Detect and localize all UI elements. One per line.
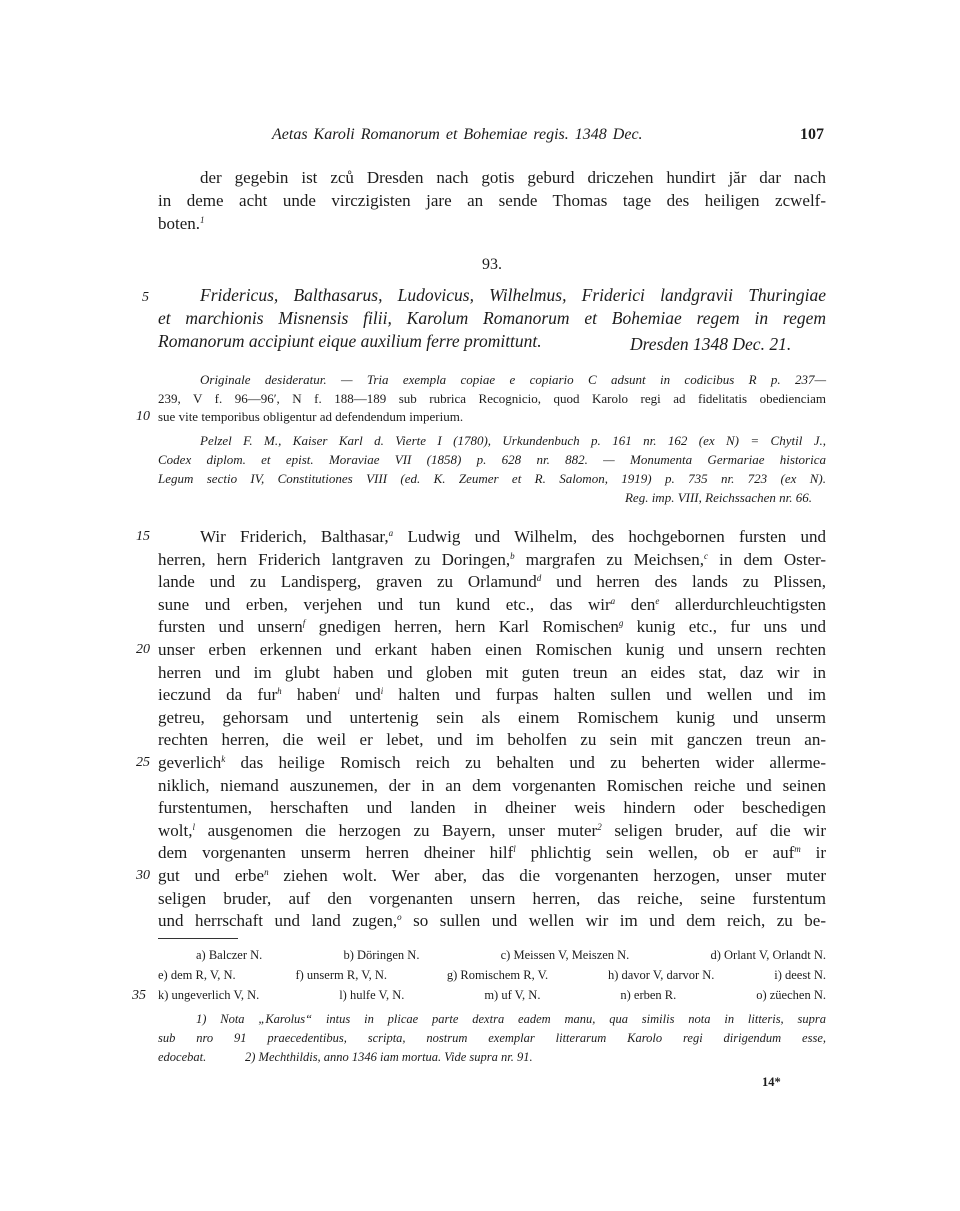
text-segment: gnedigen herren, hern Karl Romischen [305, 617, 619, 637]
line-number: 15 [136, 529, 150, 544]
text-segment: furstentumen, herschaften und landen in dheiner weis hindern oder beschedigen [158, 798, 826, 818]
text-segment: haben [281, 685, 338, 705]
text-segment: ausgenomen die herzogen zu Bayern, unser muter [195, 820, 598, 840]
variant-notes-row [158, 988, 826, 1003]
text-segment: sune und erben, verjehen und tun kund etc., das wir [158, 594, 611, 614]
note-marker: i [380, 686, 384, 697]
tradition-note-2: 239, V f. 96—96′, N f. 188—189 sub rubrica Recognicio, quod Karolo regi ad fidelitatis obedienciam [158, 391, 826, 406]
line-number: 10 [136, 409, 150, 424]
line-number: 25 [136, 755, 150, 770]
note-marker: g [618, 618, 624, 629]
variant-note: h) davor V, darvor N. [607, 968, 715, 982]
text-line [158, 685, 826, 705]
line-number: 5 [142, 290, 149, 305]
text-segment: Wir Friderich, Balthasar, [200, 527, 389, 546]
text-segment: seligen bruder, auf die wir [601, 820, 826, 840]
text-line [158, 730, 826, 750]
variant-note: g) Romischem R, V. [446, 968, 549, 982]
text-segment: wolt, [158, 820, 193, 840]
footnote-1-line-3: edocebat. [158, 1050, 207, 1064]
note-marker: c [703, 550, 708, 561]
variant-note: d) Orlant V, Orlandt N. [710, 948, 826, 962]
text-segment: das heilige Romisch reich zu behalten und zu beherten wider allerme- [225, 753, 826, 772]
text-line [158, 911, 826, 931]
text-line [158, 776, 826, 796]
regest-line-2: et marchionis Misnensis filii, Karolum Romanorum et Bohemiae regem in regem [158, 308, 826, 328]
text-segment: Ludwig und Wilhelm, des hochgebornen fursten und [393, 527, 826, 546]
variant-note: m) uf V, N. [484, 988, 541, 1002]
text-segment: niklich, niemand auszunemen, der in an dem vorgenanten Romischen reiche und seinen [158, 775, 826, 795]
regest-date: Dresden 1348 Dec. 21. [630, 334, 792, 354]
variant-note: n) erben R. [620, 988, 677, 1002]
footnote-rule [158, 938, 238, 939]
running-title: Aetas Karoli Romanorum et Bohemiae regis. 1348 Dec. [272, 126, 643, 143]
text-line [158, 572, 826, 592]
regest-line-1: Fridericus, Balthasarus, Ludovicus, Wilhelmus, Friderici landgravii Thuringiae [200, 285, 826, 305]
text-segment: ziehen wolt. Wer aber, das die vorgenanten herzogen, unser muter [268, 866, 826, 885]
text-segment: in dem Oster- [707, 549, 827, 569]
note-marker: l [513, 844, 516, 855]
note-marker: b [510, 550, 515, 561]
edition-note-1: Pelzel F. M., Kaiser Karl d. Vierte I (1780), Urkundenbuch p. 161 nr. 162 (ex N) = Chytil J., [200, 433, 826, 448]
variant-note: f) unserm R, V, N. [295, 968, 388, 982]
edition-note-4: Reg. imp. VIII, Reichssachen nr. 66. [624, 490, 812, 505]
text-segment: herren, hern Friderich lantgraven zu Doringen, [158, 549, 511, 569]
text-line [158, 843, 826, 863]
text-segment: getreu, gehorsam und untertenig sein als einem Romischem kunig und unserm [158, 707, 826, 727]
variant-note: l) hulfe V, N. [339, 988, 405, 1002]
note-marker: k [221, 754, 226, 764]
text-line [158, 821, 826, 841]
variant-notes-row [196, 948, 826, 963]
text-segment: lande und zu Landisperg, graven zu Orlamund [158, 572, 537, 592]
text-segment: rechten herren, die weil er lebet, und im beholfen zu sein mit ganczen treun an- [158, 730, 826, 750]
footnote-1-line-2: sub nro 91 praecedentibus, scripta, nostrum exemplar litterarum Karolo regi dirigendum esse, [158, 1031, 826, 1045]
line-number: 20 [136, 642, 150, 657]
note-marker: m [794, 844, 801, 855]
text-segment: margrafen zu Meichsen, [514, 549, 704, 569]
note-marker: a [388, 528, 394, 538]
line-number: 30 [136, 868, 150, 883]
text-segment: herren und im glubt haben und globen mit guten treun an eides stat, daz wir in [158, 662, 826, 682]
line-number: 35 [132, 988, 146, 1003]
text-segment: und herren des lands zu Plissen, [541, 572, 826, 592]
note-marker: e [655, 595, 660, 606]
text-line [158, 798, 826, 818]
edition-note-2: Codex diplom. et epist. Moraviae VII (1858) p. 628 nr. 882. — Monumenta Germariae historica [158, 452, 826, 467]
text-line [200, 527, 826, 547]
variant-note: a) Balczer N. [196, 948, 263, 962]
variant-note: c) Meissen V, Meiszen N. [500, 948, 630, 962]
continuation-line-1: der gegebin ist zců Dresden nach gotis geburd driczehen hundirt jăr dar nach [200, 168, 826, 187]
variant-note: o) züechen N. [756, 988, 826, 1002]
text-segment: so sullen und wellen wir im und dem reich, zu be- [401, 911, 826, 931]
note-marker: d [536, 573, 542, 584]
text-line [158, 708, 826, 728]
note-marker: l [192, 821, 195, 832]
continuation-line-2: in deme acht unde virczigisten jare an sende Thomas tage des heiligen zcwelf- [158, 191, 826, 210]
variant-note: b) Döringen N. [343, 948, 420, 962]
text-segment: kunig etc., fur uns und [623, 617, 827, 637]
note-marker: a [610, 595, 616, 606]
text-segment: unser erben erkennen und erkant haben einen Romischen kunig und unsern rechten [158, 640, 826, 659]
variant-notes-row [158, 968, 826, 983]
note-marker: o [397, 912, 402, 923]
note-marker: f [302, 618, 306, 629]
text-segment: allerdurchleuchtigsten [659, 594, 826, 614]
text-segment: dem vorgenanten unserm herren dheiner hilf [158, 843, 514, 863]
variant-note: e) dem R, V, N. [158, 968, 236, 982]
variant-note: i) deest N. [774, 968, 826, 982]
regest-line-3: Romanorum accipiunt eique auxilium ferre promittunt. [158, 331, 542, 351]
text-segment: gut und erbe [158, 866, 265, 885]
note-marker: n [264, 867, 269, 877]
text-segment: geverlich [158, 753, 222, 772]
text-segment: fursten und unsern [158, 617, 303, 637]
text-line [158, 640, 826, 660]
note-marker: h [277, 686, 282, 697]
text-segment: phlichtig sein wellen, ob er auf [515, 843, 795, 863]
text-segment: und [339, 685, 381, 705]
text-segment: den [615, 594, 656, 614]
edition-note-3: Legum sectio IV, Constitutiones VIII (ed. K. Zeumer et R. Salomon, 1919) p. 735 nr. 723 (ex N). [158, 471, 826, 486]
continuation-line-3: boten.$^1$ [158, 214, 205, 233]
tradition-note-3: sue vite temporibus obligentur ad defendendum imperium. [158, 409, 464, 424]
text-line [158, 617, 826, 637]
variant-note: k) ungeverlich V, N. [158, 988, 260, 1002]
text-segment: ir [800, 843, 826, 863]
footnote-2: 2) Mechthildis, anno 1346 iam mortua. Vide supra nr. 91. [245, 1050, 533, 1064]
text-line [158, 595, 826, 615]
signature-mark: 14* [762, 1075, 781, 1089]
footnote-1-line-1: 1) Nota „Karolus“ intus in plicae parte dextra eadem manu, qua similis nota in litteris, supra [196, 1012, 826, 1026]
tradition-note-1: Originale desideratur. — Tria exempla copiae e copiario C adsunt in codicibus R p. 237— [200, 372, 826, 387]
note-marker: 2 [597, 821, 602, 832]
text-line [158, 753, 826, 773]
note-marker: i [337, 686, 340, 697]
text-line [158, 550, 826, 570]
document-number: 93. [482, 256, 502, 273]
text-line [158, 866, 826, 886]
text-segment: seligen bruder, auf den vorgenanten unsern herren, das reiche, seine furstentum [158, 888, 826, 908]
text-line [158, 663, 826, 683]
text-segment: und herrschaft und land zugen, [158, 911, 398, 931]
page-number: 107 [800, 126, 824, 143]
text-segment: halten und furpas halten sullen und wellen und im [383, 685, 827, 705]
text-segment: ieczund da fur [158, 685, 278, 705]
text-line [158, 889, 826, 909]
